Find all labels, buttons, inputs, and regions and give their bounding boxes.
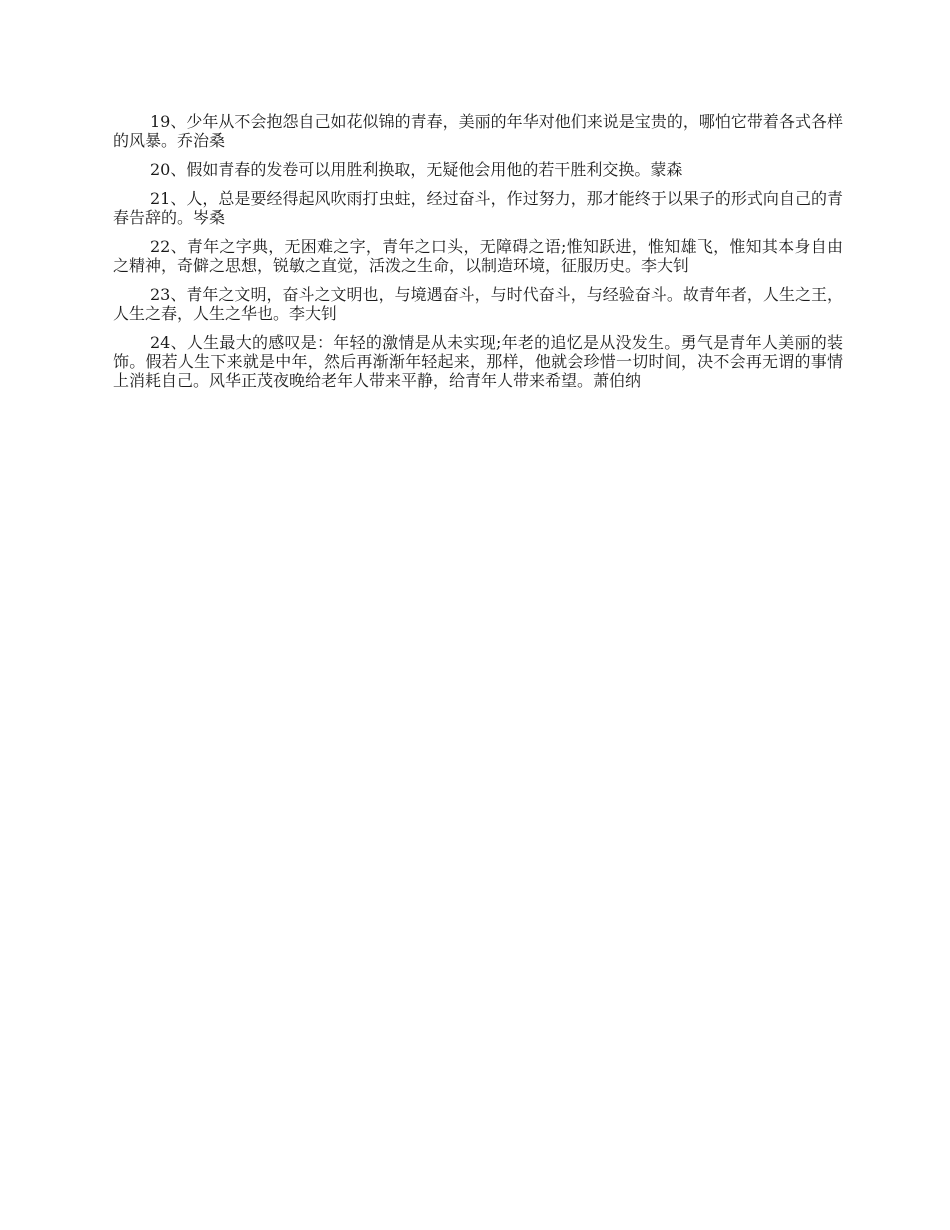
quote-paragraph-23: 23、青年之文明，奋斗之文明也，与境遇奋斗，与时代奋斗，与经验奋斗。故青年者，人生之王，人生之春，人生之华也。李大钊 bbox=[113, 285, 843, 323]
quote-paragraph-21: 21、人，总是要经得起风吹雨打虫蛀，经过奋斗，作过努力，那才能终于以果子的形式向自己的青春告辞的。岑桑 bbox=[113, 189, 843, 227]
document-body bbox=[113, 112, 843, 400]
quote-paragraph-20: 20、假如青春的发卷可以用胜利换取，无疑他会用他的若干胜利交换。蒙森 bbox=[150, 160, 683, 179]
quote-paragraph-19: 19、少年从不会抱怨自己如花似锦的青春，美丽的年华对他们来说是宝贵的，哪怕它带着各式各样的风暴。乔治桑 bbox=[113, 112, 843, 150]
quote-paragraph-24: 24、人生最大的感叹是：年轻的激情是从未实现;年老的追忆是从没发生。勇气是青年人美丽的装饰。假若人生下来就是中年，然后再渐渐年轻起来，那样，他就会珍惜一切时间，决不会再无谓的事情上消耗自己。风华正茂夜晚给老年人带来平静，给青年人带来希望。萧伯纳 bbox=[113, 333, 843, 390]
quote-paragraph-22: 22、青年之字典，无困难之字，青年之口头，无障碍之语;惟知跃进，惟知雄飞，惟知其本身自由之精神，奇僻之思想，锐敏之直觉，活泼之生命，以制造环境，征服历史。李大钊 bbox=[113, 237, 843, 275]
